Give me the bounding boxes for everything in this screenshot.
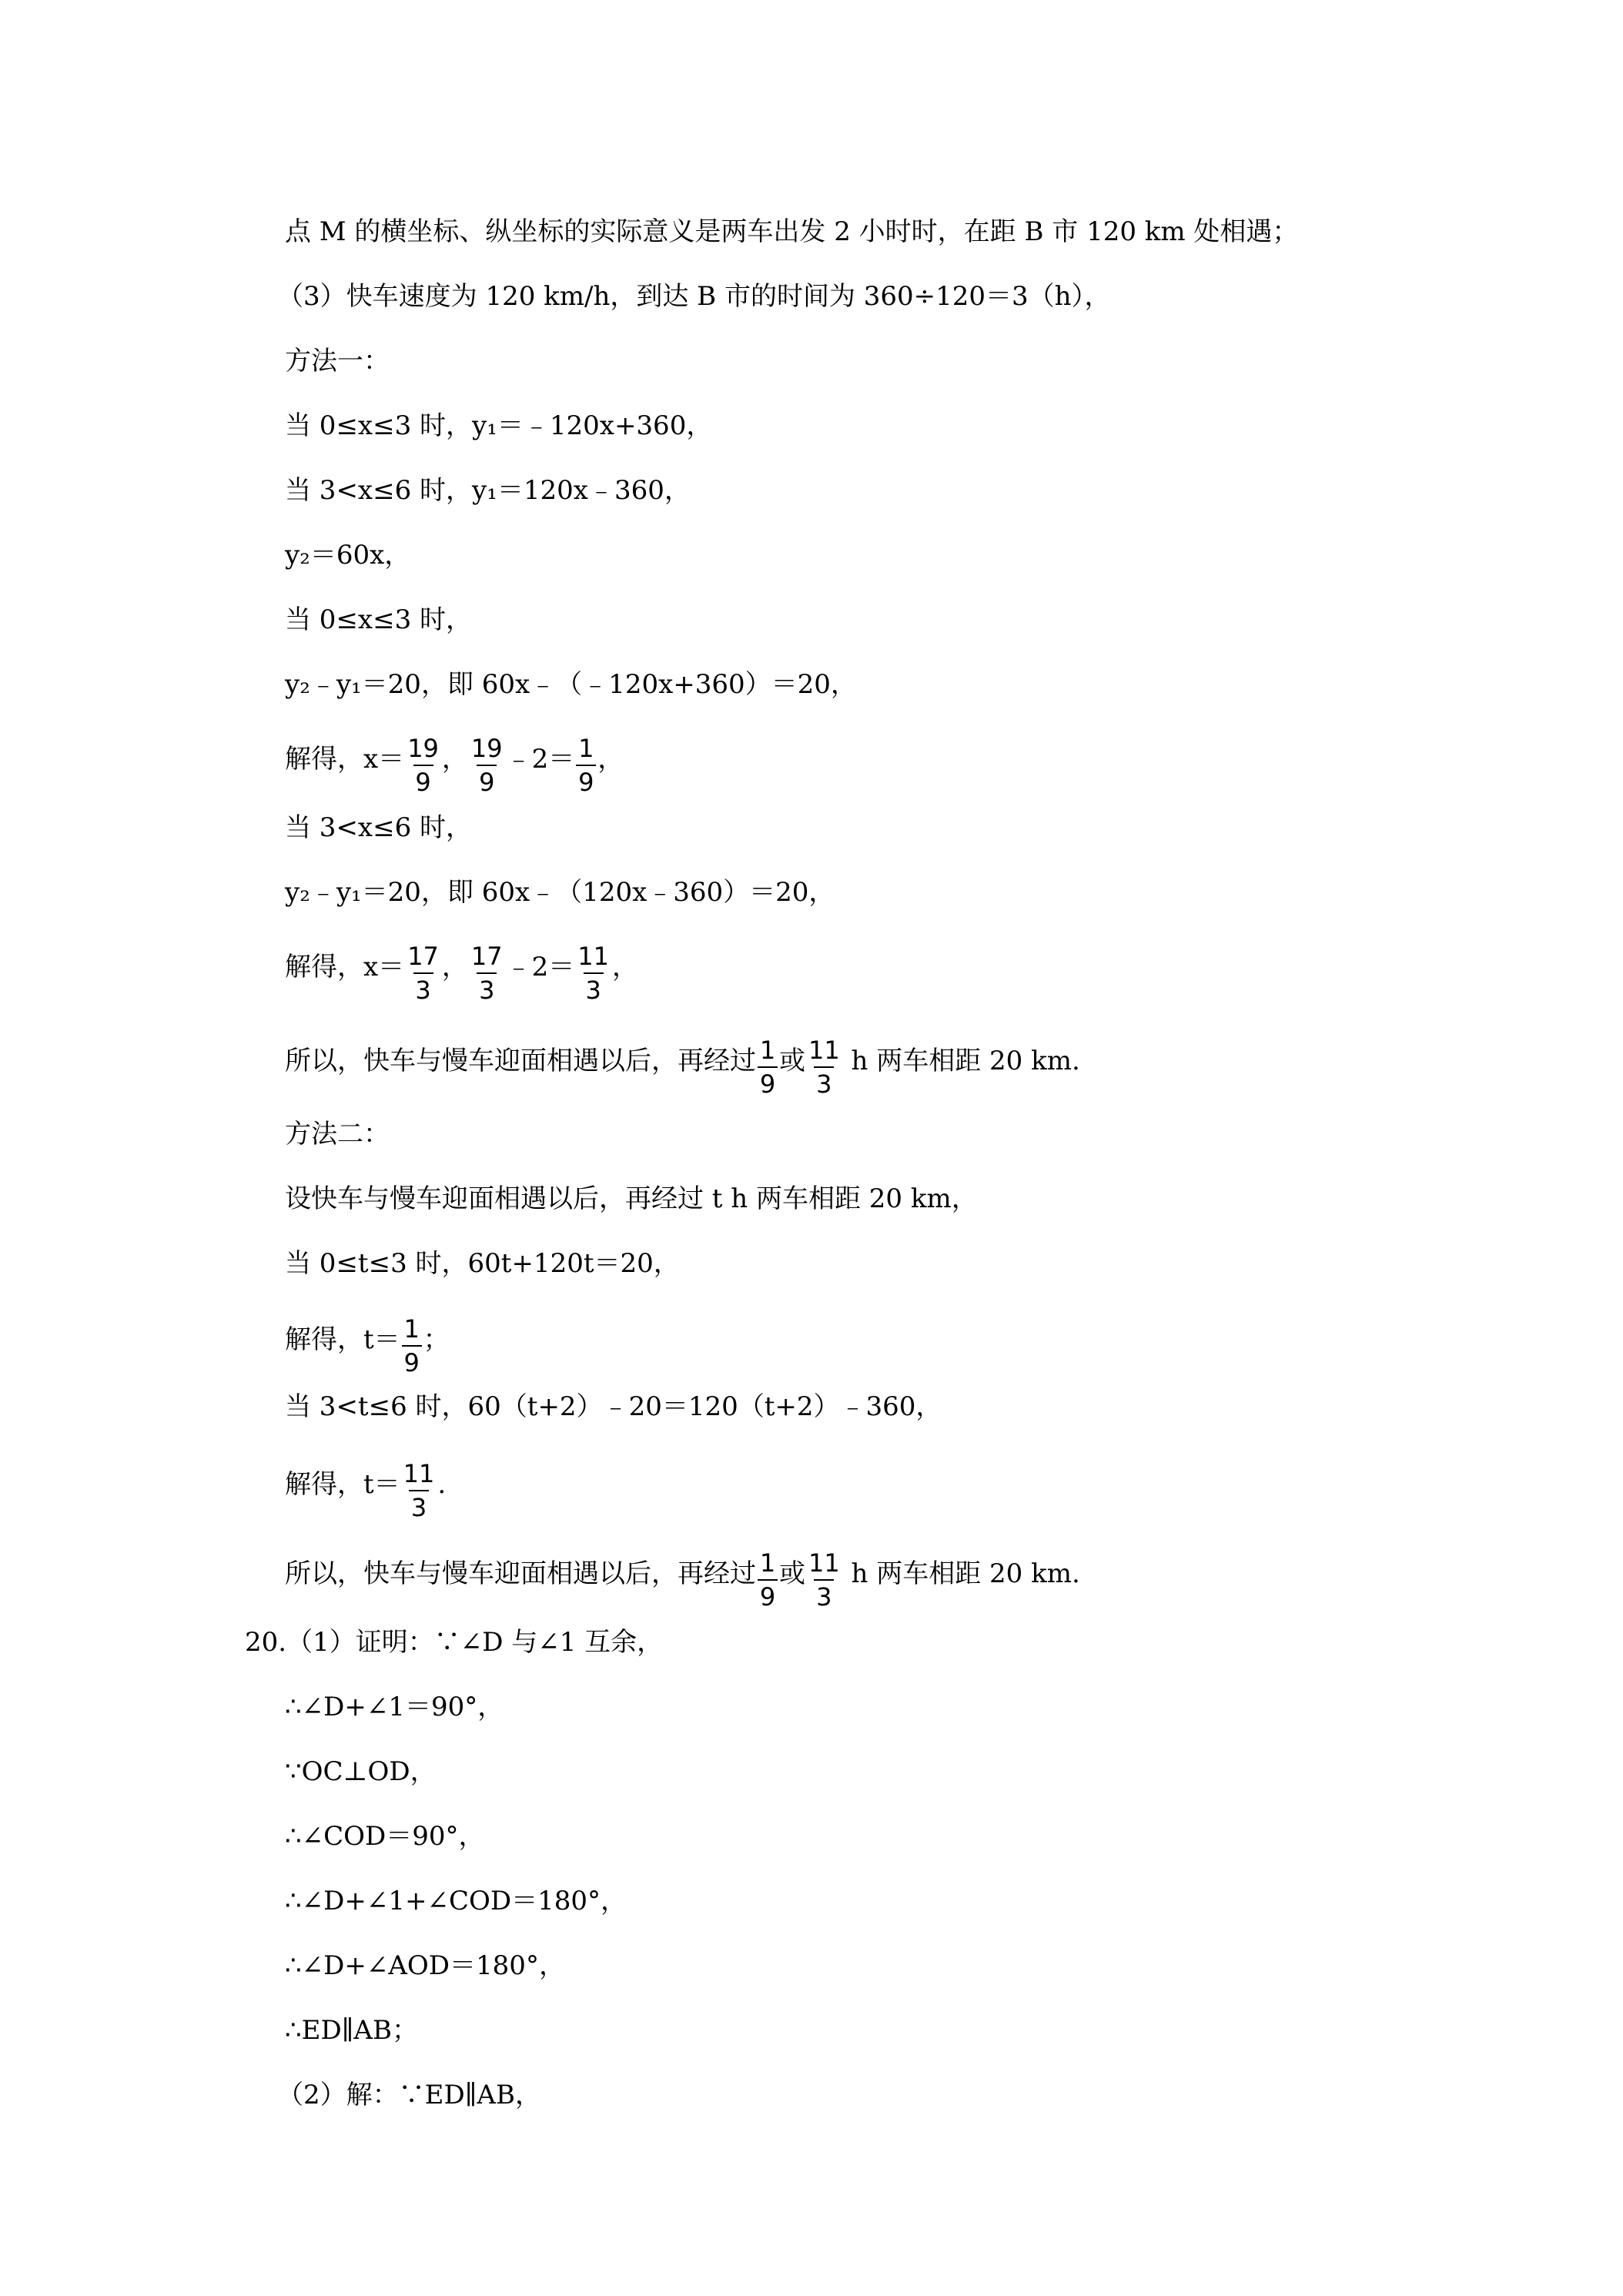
fraction [758, 1036, 778, 1098]
fraction-denominator: 9 [758, 1579, 778, 1611]
fraction-denominator: 9 [413, 765, 433, 796]
expression-middle: ﹣2＝ [505, 744, 575, 775]
text-line: 当 0≤t≤3 时，60t+120t＝20， [285, 1248, 680, 1279]
text-line: y₂﹣y₁＝20，即 60x﹣（120x﹣360）＝20， [285, 877, 835, 908]
conclusion-suffix: h 两车相距 20 km. [842, 1558, 1080, 1589]
conjunction: 或 [779, 1046, 805, 1076]
conclusion-line [285, 1032, 1080, 1099]
fraction-denominator: 3 [413, 972, 433, 1004]
fraction-denominator: 3 [814, 1579, 834, 1611]
fraction-numerator: 11 [403, 1459, 435, 1488]
fraction-numerator: 11 [808, 1548, 840, 1578]
conclusion-line [285, 1545, 1080, 1612]
fraction-numerator: 17 [470, 942, 503, 971]
fraction-numerator: 19 [407, 734, 439, 763]
conclusion-suffix: h 两车相距 20 km. [842, 1046, 1080, 1076]
text-line: （3）快车速度为 120 km/h，到达 B 市的时间为 360÷120＝3（h）， [277, 281, 1111, 312]
text-line: 当 3<x≤6 时， [285, 812, 473, 843]
expression-middle: ﹣2＝ [505, 952, 575, 982]
solve-line [285, 938, 638, 1005]
text-line: 当 3<t≤6 时，60（t+2）﹣20＝120（t+2）﹣360， [285, 1391, 942, 1422]
fraction-numerator: 11 [577, 942, 609, 971]
conclusion-prefix: 所以，快车与慢车迎面相遇以后，再经过 [285, 1046, 756, 1076]
fraction-denominator: 9 [758, 1066, 778, 1098]
text-line: ∵OC⊥OD， [285, 1756, 437, 1787]
solve-suffix: . [437, 1469, 447, 1500]
solve-prefix: 解得，t＝ [285, 1469, 400, 1500]
solve-suffix: ； [423, 1324, 450, 1355]
fraction-denominator: 3 [409, 1490, 429, 1521]
solve-prefix: 解得，x＝ [285, 744, 405, 775]
solve-prefix: 解得，t＝ [285, 1324, 400, 1355]
fraction-denominator: 3 [584, 972, 604, 1004]
fraction-denominator: 9 [477, 765, 497, 796]
solve-line [285, 1455, 447, 1522]
separator: ， [441, 744, 468, 775]
fraction-denominator: 9 [402, 1345, 422, 1377]
fraction [402, 1460, 437, 1521]
fraction [807, 1036, 842, 1098]
text-line: ∴∠COD＝90°， [285, 1821, 485, 1852]
fraction-denominator: 9 [576, 765, 596, 796]
conclusion-prefix: 所以，快车与慢车迎面相遇以后，再经过 [285, 1558, 756, 1589]
fraction-numerator: 1 [578, 734, 594, 763]
fraction-numerator: 1 [759, 1036, 776, 1065]
text-line: ∴∠D+∠1+∠COD＝180°， [285, 1886, 627, 1916]
text-line: y₂＝60x， [285, 540, 411, 571]
separator: ， [441, 952, 468, 982]
text-line: 当 0≤x≤3 时，y₁＝﹣120x+360， [285, 410, 713, 441]
fraction [576, 942, 611, 1004]
solve-line [285, 730, 624, 797]
text-line: 当 3<x≤6 时，y₁＝120x﹣360， [285, 475, 691, 506]
text-line: 方法一： [285, 346, 390, 377]
text-line: 设快车与慢车迎面相遇以后，再经过 t h 两车相距 20 km， [285, 1183, 978, 1214]
fraction [406, 942, 440, 1004]
fraction [406, 735, 440, 796]
fraction [807, 1549, 842, 1611]
text-line: ∴∠D+∠AOD＝180°， [285, 1950, 565, 1981]
fraction-numerator: 19 [470, 734, 503, 763]
text-line: 当 0≤x≤3 时， [285, 604, 473, 635]
fraction-numerator: 17 [407, 942, 439, 971]
solve-prefix: 解得，x＝ [285, 952, 405, 982]
text-line: ∴ED∥AB； [285, 2015, 418, 2046]
fraction [402, 1315, 422, 1377]
fraction-denominator: 3 [477, 972, 497, 1004]
fraction-numerator: 11 [808, 1036, 840, 1065]
fraction [576, 735, 596, 796]
fraction [470, 735, 504, 796]
fraction [758, 1549, 778, 1611]
solve-suffix: ， [611, 952, 638, 982]
fraction-numerator: 1 [759, 1548, 776, 1578]
question-heading: 20.（1）证明：∵∠D 与∠1 互余， [245, 1627, 664, 1658]
text-line: （2）解：∵ED∥AB， [277, 2080, 541, 2110]
conjunction: 或 [779, 1558, 805, 1589]
fraction [470, 942, 504, 1004]
text-line: 方法二： [285, 1119, 390, 1150]
text-line: 点 M 的横坐标、纵坐标的实际意义是两车出发 2 小时时，在距 B 市 120 km 处相遇； [285, 216, 1299, 247]
solve-line [285, 1310, 450, 1377]
text-line: y₂﹣y₁＝20，即 60x﹣（﹣120x+360）＝20， [285, 669, 857, 700]
text-line: ∴∠D+∠1＝90°， [285, 1692, 504, 1722]
fraction-denominator: 3 [814, 1066, 834, 1098]
solve-suffix: ， [597, 744, 624, 775]
fraction-numerator: 1 [403, 1314, 420, 1344]
